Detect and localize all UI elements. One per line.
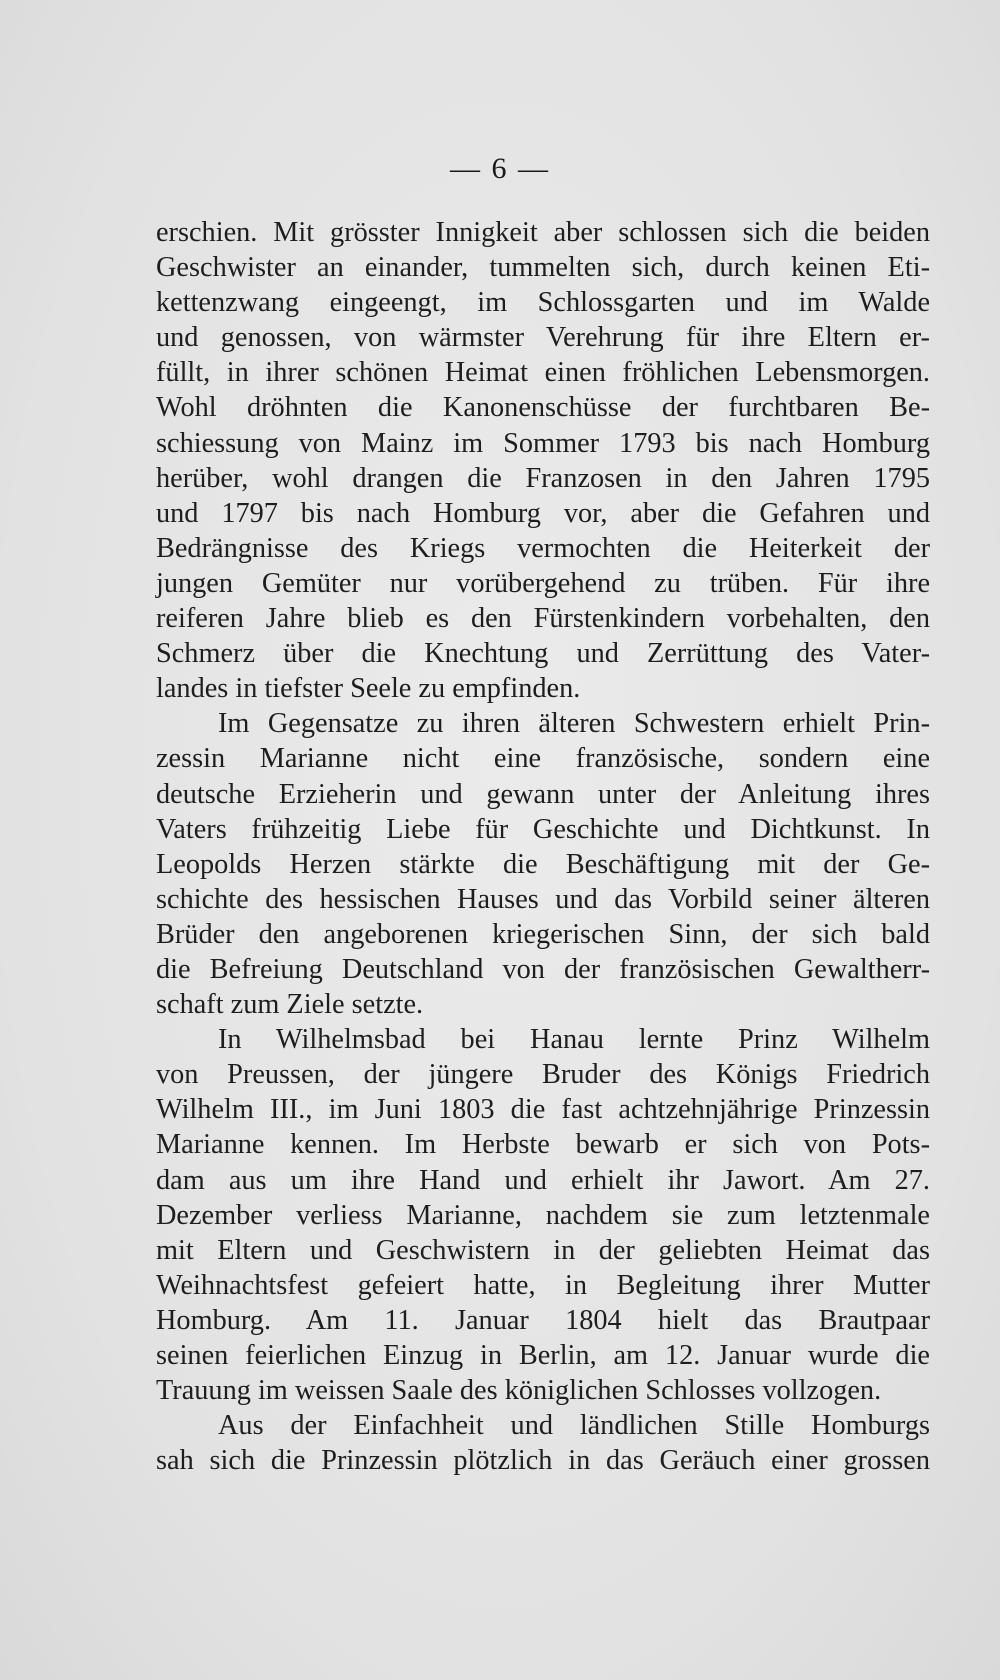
body-text bbox=[156, 215, 930, 1478]
text-line: und genossen, von wärmster Verehrung für ihre Eltern er- bbox=[156, 322, 930, 354]
text-line: Leopolds Herzen stärkte die Beschäftigung mit der Ge- bbox=[156, 848, 930, 880]
text-line: deutsche Erzieherin und gewann unter der Anleitung ihres bbox=[156, 778, 930, 810]
text-line: Dezember verliess Marianne, nachdem sie zum letztenmale bbox=[156, 1199, 930, 1231]
text-line: Homburg. Am 11. Januar 1804 hielt das Brautpaar bbox=[156, 1304, 930, 1336]
text-line: seinen feierlichen Einzug in Berlin, am 12. Januar wurde die bbox=[156, 1340, 930, 1371]
text-line: landes in tiefster Seele zu empfinden. bbox=[156, 673, 581, 705]
text-line: kettenzwang eingeengt, im Schlossgarten und im Walde bbox=[156, 287, 930, 319]
text-line: Wohl dröhnten die Kanonenschüsse der furchtbaren Be- bbox=[156, 392, 930, 424]
text-line: jungen Gemüter nur vorübergehend zu trüben. Für ihre bbox=[156, 567, 930, 599]
text-line: schichte des hessischen Hauses und das Vorbild seiner älteren bbox=[156, 883, 930, 915]
text-line: schiessung von Mainz im Sommer 1793 bis nach Homburg bbox=[156, 427, 930, 459]
text-line: von Preussen, der jüngere Bruder des Königs Friedrich bbox=[156, 1059, 930, 1091]
text-line: dam aus um ihre Hand und erhielt ihr Jawort. Am 27. bbox=[156, 1164, 930, 1196]
text-line: Wilhelm III., im Juni 1803 die fast achtzehnjährige Prinzessin bbox=[156, 1094, 930, 1126]
page-number: — 6 — bbox=[450, 152, 550, 185]
text-line: Geschwister an einander, tummelten sich, durch keinen Eti- bbox=[156, 252, 930, 284]
paragraph-start-line: Aus der Einfachheit und ländlichen Stille Homburgs bbox=[218, 1410, 930, 1442]
text-line: und 1797 bis nach Homburg vor, aber die Gefahren und bbox=[156, 497, 930, 529]
text-line: zessin Marianne nicht eine französische, sondern eine bbox=[156, 743, 930, 775]
text-line: mit Eltern und Geschwistern in der geliebten Heimat das bbox=[156, 1234, 930, 1266]
text-line: Weihnachtsfest gefeiert hatte, in Begleitung ihrer Mutter bbox=[156, 1269, 930, 1301]
text-line: Bedrängnisse des Kriegs vermochten die Heiterkeit der bbox=[156, 532, 930, 564]
text-line: Schmerz über die Knechtung und Zerrüttung des Vater- bbox=[156, 638, 930, 670]
text-line: die Befreiung Deutschland von der französischen Gewaltherr- bbox=[156, 953, 930, 985]
text-line: Brüder den angeborenen kriegerischen Sinn, der sich bald bbox=[156, 918, 930, 950]
text-line: Trauung im weissen Saale des königlichen Schlosses vollzogen. bbox=[156, 1375, 882, 1407]
paragraph-start-line: In Wilhelmsbad bei Hanau lernte Prinz Wilhelm bbox=[218, 1024, 930, 1056]
text-line: Vaters frühzeitig Liebe für Geschichte und Dichtkunst. In bbox=[156, 813, 930, 845]
text-line: herüber, wohl drangen die Franzosen in den Jahren 1795 bbox=[156, 462, 930, 494]
text-line: reiferen Jahre blieb es den Fürstenkindern vorbehalten, den bbox=[156, 603, 930, 635]
text-line: Marianne kennen. Im Herbste bewarb er sich von Pots- bbox=[156, 1129, 930, 1161]
text-line: füllt, in ihrer schönen Heimat einen fröhlichen Lebensmorgen. bbox=[156, 357, 930, 389]
text-line: sah sich die Prinzessin plötzlich in das Geräuch einer grossen bbox=[156, 1445, 930, 1477]
text-line: schaft zum Ziele setzte. bbox=[156, 989, 424, 1021]
paragraph-start-line: Im Gegensatze zu ihren älteren Schwestern erhielt Prin- bbox=[218, 708, 930, 740]
text-line: erschien. Mit grösster Innigkeit aber schlossen sich die beiden bbox=[156, 217, 930, 248]
